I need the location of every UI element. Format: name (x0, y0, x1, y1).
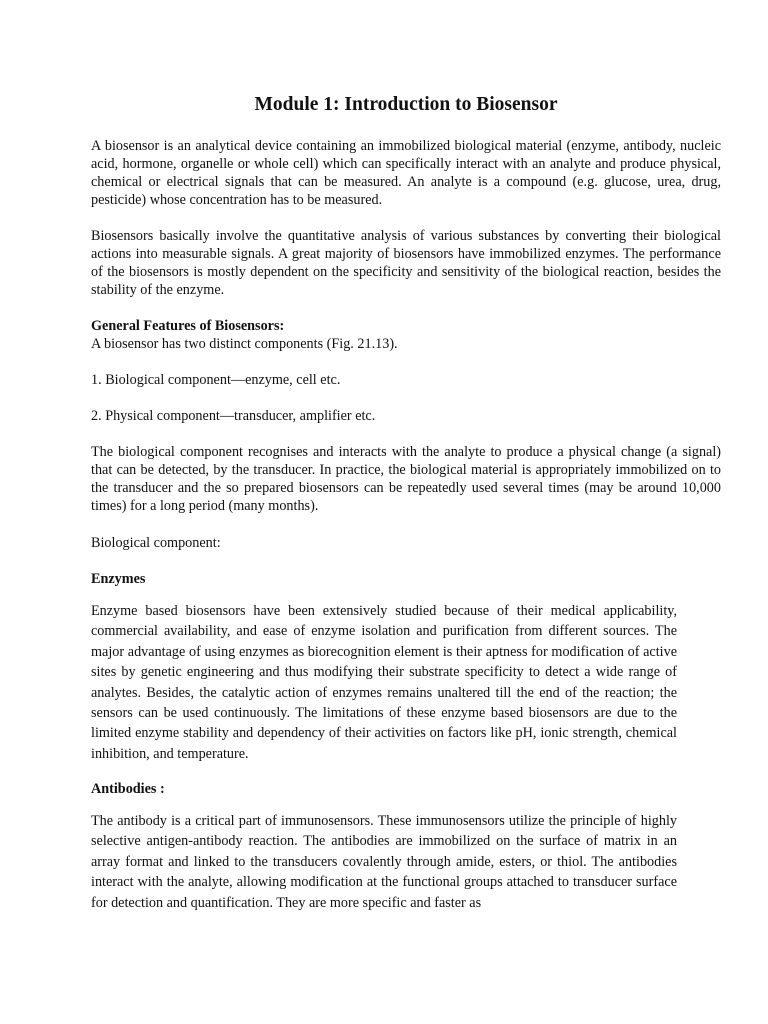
enzymes-paragraph: Enzyme based biosensors have been extensively studied because of their medical applicability, commercial availability, and ease of enzyme isolation and purification from different sources. The major advantage of using enzymes as biorecognition element is their aptness for modification of active sites by genetic engineering and thus modifying their substrate specificity to detect a wide range of analytes. Besides, the catalytic action of enzymes remains unaltered till the end of the reaction; the sensors can be used continuously. The limitations of these enzyme based biosensors are due to the limited enzyme stability and dependency of their activities on factors like pH, ionic strength, chemical inhibition, and temperature. (91, 603, 677, 762)
antibodies-heading: Antibodies : (91, 781, 165, 797)
component-list-item-1: 1. Biological component—enzyme, cell etc. (91, 372, 341, 388)
general-features-text: A biosensor has two distinct components (Fig. 21.13). (91, 336, 398, 352)
enzymes-heading: Enzymes (91, 571, 146, 587)
biological-component-paragraph: The biological component recognises and interacts with the analyte to produce a physical change (a signal) that can be detected, by the transducer. In practice, the biological material is appropriately immobilized on to the transducer and the so prepared biosensors can be repeatedly used several times (may be around 10,000 times) for a long period (many months). (91, 444, 721, 514)
intro-paragraph: A biosensor is an analytical device containing an immobilized biological material (enzyme, antibody, nucleic acid, hormone, organelle or whole cell) which can specifically interact with an analyte and produce physical, chemical or electrical signals that can be measured. An analyte is a compound (e.g. glucose, urea, drug, pesticide) whose concentration has to be measured. (91, 138, 721, 208)
component-list-item-2: 2. Physical component—transducer, amplifier etc. (91, 408, 376, 424)
page-title: Module 1: Introduction to Biosensor (254, 94, 558, 115)
antibodies-paragraph: The antibody is a critical part of immunosensors. These immunosensors utilize the principle of highly selective antigen-antibody reaction. The antibodies are immobilized on the surface of matrix in an array format and linked to the transducers covalently through amide, esters, or thiol. The antibodies interact with the analyte, allowing modification at the functional groups attached to transducer surface for detection and quantification. They are more specific and faster as (91, 813, 677, 911)
biological-component-label: Biological component: (91, 535, 221, 551)
general-features-heading: General Features of Biosensors: (91, 318, 285, 334)
second-paragraph: Biosensors basically involve the quantitative analysis of various substances by converting their biological actions into measurable signals. A great majority of biosensors have immobilized enzymes. The performance of the biosensors is mostly dependent on the specificity and sensitivity of the biological reaction, besides the stability of the enzyme. (91, 228, 721, 298)
general-features-section (91, 317, 721, 353)
